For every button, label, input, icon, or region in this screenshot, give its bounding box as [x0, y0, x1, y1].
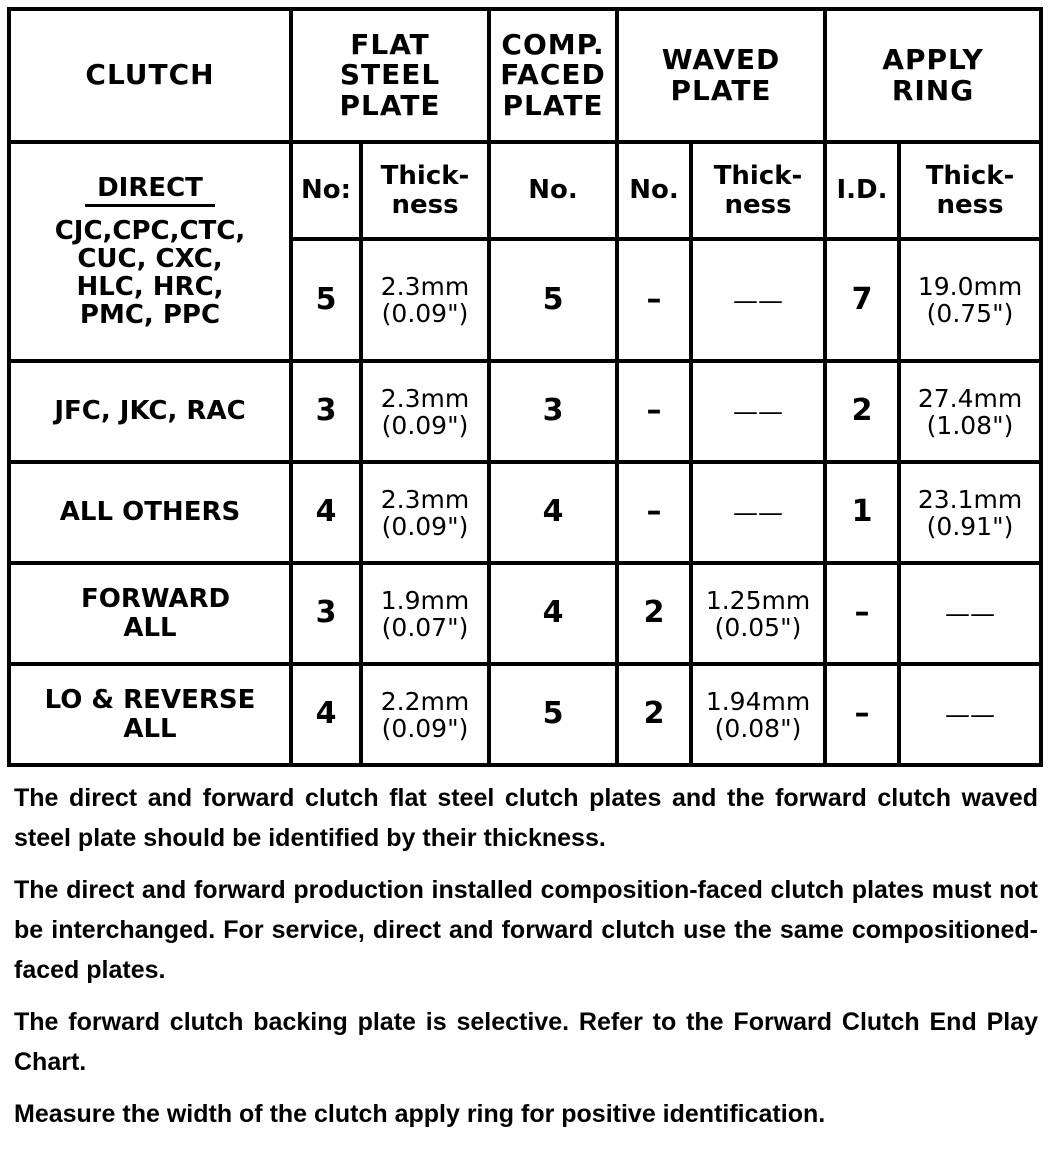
apply-id-cell: –	[825, 563, 899, 664]
flat-thickness-mm: 2.3mm	[380, 484, 470, 514]
flat-thickness-mm: 1.9mm	[380, 585, 470, 615]
flat-thickness-mm: 2.2mm	[380, 686, 470, 716]
waved-no-cell: 2	[617, 664, 691, 765]
clutch-cell: LO & REVERSE ALL	[9, 664, 291, 765]
subheader-flat-no: No:	[291, 142, 361, 239]
subheader-flat-thickness: Thick-ness	[361, 142, 489, 239]
waved-thickness-cell	[691, 664, 825, 765]
table-row	[9, 664, 1041, 765]
flat-thickness-cell	[361, 462, 489, 563]
subheader-waved-thickness: Thick-ness	[691, 142, 825, 239]
clutch-cell-direct	[9, 142, 291, 361]
table-row	[9, 563, 1041, 664]
apply-thickness-cell	[899, 664, 1041, 765]
subheader-comp-no: No.	[489, 142, 617, 239]
flat-no-cell: 4	[291, 462, 361, 563]
header-row	[9, 9, 1041, 142]
waved-thickness-cell	[691, 239, 825, 361]
apply-thickness-mm: ——	[945, 599, 996, 628]
waved-thickness-mm: 1.94mm	[705, 686, 811, 716]
note-paragraph: Measure the width of the clutch apply ring for positive identification.	[14, 1100, 826, 1128]
apply-thickness-mm: ——	[945, 700, 996, 729]
table-row	[9, 361, 1041, 462]
flat-thickness-cell	[361, 664, 489, 765]
comp-no-cell: 4	[489, 462, 617, 563]
flat-thickness-in: (0.09")	[381, 511, 469, 541]
waved-thickness-in: (0.08")	[714, 713, 802, 743]
header-comp-faced-plate: COMP. FACED PLATE	[489, 9, 617, 142]
header-apply-ring: APPLY RING	[825, 9, 1041, 142]
comp-no-cell: 5	[489, 239, 617, 361]
apply-id-cell: 1	[825, 462, 899, 563]
flat-no-cell: 3	[291, 361, 361, 462]
waved-thickness-mm: 1.25mm	[705, 585, 811, 615]
comp-no-cell: 4	[489, 563, 617, 664]
waved-thickness-mm: ——	[733, 397, 784, 426]
note-paragraph: The direct and forward production installed composition-faced clutch plates must not be interchanged. For service, direct and forward clutch use the same compositioned-faced plates.	[14, 876, 1038, 984]
apply-id-cell: –	[825, 664, 899, 765]
table-row	[9, 462, 1041, 563]
flat-thickness-mm: 2.3mm	[380, 272, 470, 301]
direct-label: DIRECT	[85, 174, 215, 207]
subheader-apply-thickness: Thick-ness	[899, 142, 1041, 239]
clutch-cell: ALL OTHERS	[9, 462, 291, 563]
clutch-cell: JFC, JKC, RAC	[9, 361, 291, 462]
subheader-row	[9, 142, 1041, 239]
waved-no-cell: –	[617, 239, 691, 361]
clutch-plate-spec-table	[7, 7, 1043, 767]
apply-thickness-cell	[899, 361, 1041, 462]
header-flat-steel-plate: FLAT STEEL PLATE	[291, 9, 489, 142]
flat-thickness-cell	[361, 239, 489, 361]
apply-thickness-in: (0.75")	[926, 299, 1014, 328]
waved-thickness-in: (0.05")	[714, 612, 802, 642]
apply-id-cell: 2	[825, 361, 899, 462]
flat-thickness-cell	[361, 563, 489, 664]
comp-no-cell: 3	[489, 361, 617, 462]
apply-id-cell: 7	[825, 239, 899, 361]
flat-thickness-in: (0.09")	[381, 410, 469, 440]
waved-no-cell: –	[617, 462, 691, 563]
flat-thickness-mm: 2.3mm	[380, 383, 470, 413]
waved-no-cell: 2	[617, 563, 691, 664]
apply-thickness-cell	[899, 239, 1041, 361]
apply-thickness-mm: 27.4mm	[917, 383, 1023, 413]
waved-thickness-mm: ——	[733, 498, 784, 527]
comp-no-cell: 5	[489, 664, 617, 765]
flat-no-cell: 4	[291, 664, 361, 765]
flat-thickness-in: (0.09")	[381, 713, 469, 743]
apply-thickness-in: (0.91")	[926, 511, 1014, 541]
apply-thickness-in: (1.08")	[926, 410, 1014, 440]
flat-thickness-in: (0.09")	[381, 299, 469, 328]
waved-thickness-cell	[691, 563, 825, 664]
flat-thickness-in: (0.07")	[381, 612, 469, 642]
notes-section	[14, 778, 1038, 1146]
note-paragraph: The direct and forward clutch flat steel clutch plates and the forward clutch waved steel plate should be identified by their thickness.	[14, 784, 1038, 852]
flat-thickness-cell	[361, 361, 489, 462]
waved-no-cell: –	[617, 361, 691, 462]
note-paragraph: The forward clutch backing plate is selective. Refer to the Forward Clutch End Play Chart.	[14, 1008, 1038, 1076]
flat-no-cell: 5	[291, 239, 361, 361]
apply-thickness-cell	[899, 563, 1041, 664]
apply-thickness-cell	[899, 462, 1041, 563]
waved-thickness-mm: ——	[733, 285, 784, 315]
subheader-waved-no: No.	[617, 142, 691, 239]
header-waved-plate: WAVED PLATE	[617, 9, 825, 142]
waved-thickness-cell	[691, 462, 825, 563]
waved-thickness-cell	[691, 361, 825, 462]
header-clutch: CLUTCH	[9, 9, 291, 142]
subheader-apply-id: I.D.	[825, 142, 899, 239]
apply-thickness-mm: 23.1mm	[917, 484, 1023, 514]
apply-thickness-mm: 19.0mm	[917, 272, 1023, 301]
clutch-cell: FORWARD ALL	[9, 563, 291, 664]
flat-no-cell: 3	[291, 563, 361, 664]
clutch-codes-direct: CJC,CPC,CTC, CUC, CXC, HLC, HRC, PMC, PPC	[54, 215, 246, 331]
